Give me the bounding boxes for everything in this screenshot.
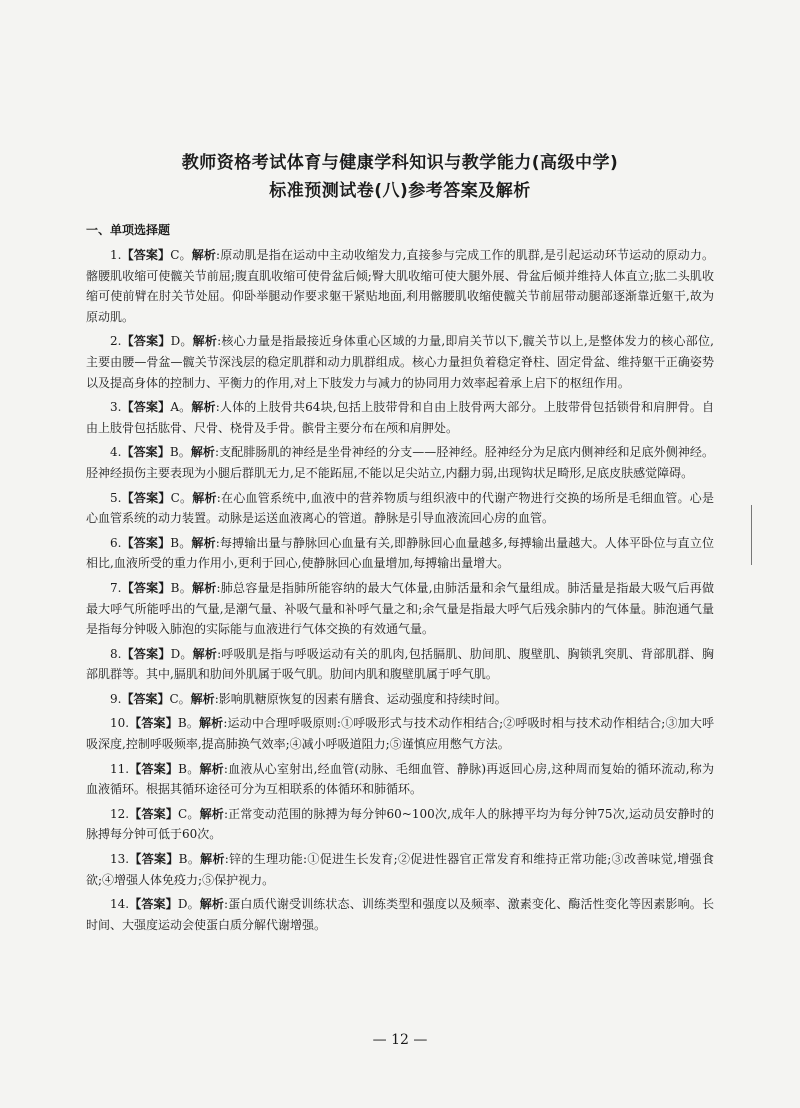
analysis-text: 运动中合理呼吸原则:①呼吸形式与技术动作相结合;②呼吸时相与技术动作相结合;③加大呼吸深度,控制呼吸频率,提高肺换气效率;④减小呼吸道阻力;⑤谨慎应用憋气方法。 [86, 716, 714, 752]
answer-item: 14.【答案】D。解析:蛋白质代谢受训练状态、训练类型和强度以及频率、激素变化、酶活性变化等因素影响。长时间、大强度运动会使蛋白质分解代谢增强。 [86, 897, 714, 932]
analysis-text: 在心血管系统中,血液中的营养物质与组织液中的代谢产物进行交换的场所是毛细血管。心是心血管系统的动力装置。动脉是运送血液离心的管道。静脉是引导血液流回心房的血管。 [86, 490, 714, 526]
analysis-label: 解析 [199, 716, 224, 731]
answer-label: 【答案】 [121, 535, 171, 550]
answer-label: 【答案】 [129, 806, 178, 821]
answer-item: 13.【答案】B。解析:锌的生理功能:①促进生长发育;②促进性器官正常发育和维持正常功能;③改善味觉,增强食欲;④增强人体免疫力;⑤保护视力。 [86, 852, 714, 887]
answer-label: 【答案】 [129, 716, 178, 731]
analysis-label: 解析 [192, 334, 218, 349]
analysis-label: 解析 [199, 761, 224, 776]
answer-item: 4.【答案】B。解析:支配腓肠肌的神经是坐骨神经的分支——胫神经。胫神经分为足底内侧神经和足底外侧神经。胫神经损伤主要表现为小腿后群肌无力,足不能跖屈,不能以足尖站立,内翻力弱,出现钩状足畸形,足底皮肤感觉障碍。 [86, 445, 714, 480]
question-number: 5. [110, 490, 122, 505]
analysis-label: 解析 [190, 445, 215, 460]
answer-item: 10.【答案】B。解析:运动中合理呼吸原则:①呼吸形式与技术动作相结合;②呼吸时相与技术动作相结合;③加大呼吸深度,控制呼吸频率,提高肺换气效率;④减小呼吸道阻力;⑤谨慎应用憋气方法。 [86, 716, 714, 752]
analysis-text: 核心力量是指最接近身体重心区域的力量,即肩关节以下,髋关节以上,是整体发力的核心部位,主要由腰—骨盆—髋关节深浅层的稳定肌群和动力肌群组成。核心力量担负着稳定脊柱、固定骨盆、维持躯干正确姿势以及提高身体的控制力、平衡力的作用,对上下肢发力与减力的协同用力效率起着承上启下的枢纽作用。 [86, 334, 714, 390]
answer-choice: D [170, 334, 181, 349]
answer-choice: B [178, 761, 187, 776]
answer-item: 5.【答案】C。解析:在心血管系统中,血液中的营养物质与组织液中的代谢产物进行交换的场所是毛细血管。心是心血管系统的动力装置。动脉是运送血液离心的管道。静脉是引导血液流回心房的血管。 [86, 490, 714, 526]
section-heading: 一、单项选择题 [86, 223, 171, 237]
question-number: 6. [110, 535, 122, 550]
answer-list [86, 245, 714, 939]
question-number: 13. [110, 852, 130, 867]
answer-choice: A [170, 400, 179, 415]
analysis-label: 解析 [192, 646, 218, 661]
answer-label: 【答案】 [129, 897, 178, 912]
question-number: 8. [110, 646, 122, 661]
answer-choice: D [170, 646, 181, 661]
analysis-text: 正常变动范围的脉搏为每分钟60~100次,成年人的脉搏平均为每分钟75次,运动员安静时的脉搏每分钟可低于60次。 [86, 806, 714, 842]
answer-item: 12.【答案】C。解析:正常变动范围的脉搏为每分钟60~100次,成年人的脉搏平均为每分钟75次,运动员安静时的脉搏每分钟可低于60次。 [86, 806, 714, 842]
answer-label: 【答案】 [121, 248, 171, 262]
answer-item: 11.【答案】B。解析:血液从心室射出,经血管(动脉、毛细血管、静脉)再返回心房,这种周而复始的循环流动,称为血液循环。根据其循环途径可分为互相联系的体循环和肺循环。 [86, 761, 714, 797]
analysis-text: 支配腓肠肌的神经是坐骨神经的分支——胫神经。胫神经分为足底内侧神经和足底外侧神经。胫神经损伤主要表现为小腿后群肌无力,足不能跖屈,不能以足尖站立,内翻力弱,出现钩状足畸形,足底皮肤感觉障碍。 [86, 445, 714, 480]
analysis-text: 人体的上肢骨共64块,包括上肢带骨和自由上肢骨两大部分。上肢带骨包括锁骨和肩胛骨。自由上肢骨包括肱骨、尺骨、桡骨及手骨。髌骨主要分布在颅和肩胛处。 [86, 400, 714, 435]
answer-item: 9.【答案】C。解析:影响肌糖原恢复的因素有膳食、运动强度和持续时间。 [110, 691, 507, 706]
analysis-text: 肺总容量是指肺所能容纳的最大气体量,由肺活量和余气量组成。肺活量是指最大吸气后再做最大呼气所能呼出的气量,是潮气量、补吸气量和补呼气量之和;余气量是指最大呼气后残余肺内的气体量。肺泡通气量是指每分钟吸入肺泡的实际能与血液进行气体交换的有效通气量。 [86, 580, 714, 637]
answer-label: 【答案】 [121, 580, 171, 595]
document-subtitle: 标准预测试卷(八)参考答案及解析 [269, 181, 531, 201]
analysis-text: 影响肌糖原恢复的因素有膳食、运动强度和持续时间。 [218, 691, 507, 706]
analysis-text: 锌的生理功能:①促进生长发育;②促进性器官正常发育和维持正常功能;③改善味觉,增强食欲;④增强人体免疫力;⑤保护视力。 [86, 852, 714, 887]
answer-item: 2.【答案】D。解析:核心力量是指最接近身体重心区域的力量,即肩关节以下,髋关节以上,是整体发力的核心部位,主要由腰—骨盆—髋关节深浅层的稳定肌群和动力肌群组成。核心力量担负着稳定脊柱、固定骨盆、维持躯干正确姿势以及提高身体的控制力、平衡力的作用,对上下肢发力与减力的协同用力效率起着承上启下的枢纽作用。 [86, 334, 714, 390]
analysis-label: 解析 [192, 490, 217, 505]
answer-choice: C [170, 248, 180, 262]
analysis-label: 解析 [191, 400, 216, 415]
answer-choice: D [177, 897, 188, 912]
answer-choice: C [178, 806, 188, 821]
answer-label: 【答案】 [121, 490, 171, 505]
analysis-label: 解析 [199, 897, 225, 912]
answer-label: 【答案】 [121, 646, 171, 661]
question-number: 2. [110, 334, 122, 349]
document-title: 教师资格考试体育与健康学科知识与教学能力(高级中学) [181, 153, 619, 173]
answer-label: 【答案】 [121, 400, 171, 415]
analysis-label: 解析 [199, 806, 224, 821]
answer-choice: B [169, 445, 179, 460]
answer-choice: B [177, 716, 187, 731]
answer-choice: C [169, 691, 179, 706]
question-number: 12. [110, 806, 130, 821]
analysis-label: 解析 [191, 248, 217, 262]
analysis-text: 每搏输出量与静脉回心血量有关,即静脉回心血量越多,每搏输出量越大。人体平卧位与直立位相比,血液所受的重力作用小,更利于回心,使静脉回心血量增加,每搏输出量增大。 [86, 535, 714, 571]
answer-choice: C [170, 490, 180, 505]
analysis-text: 呼吸肌是指与呼吸运动有关的肌肉,包括膈肌、肋间肌、腹壁肌、胸锁乳突肌、背部肌群、胸部肌群等。其中,膈肌和肋间外肌属于吸气肌。肋间内肌和腹壁肌属于呼气肌。 [86, 646, 714, 682]
answer-label: 【答案】 [121, 691, 170, 706]
question-number: 14. [110, 897, 130, 912]
analysis-label: 解析 [191, 535, 216, 550]
answer-item: 3.【答案】A。解析:人体的上肢骨共64块,包括上肢带骨和自由上肢骨两大部分。上肢带骨包括锁骨和肩胛骨。自由上肢骨包括肱骨、尺骨、桡骨及手骨。髌骨主要分布在颅和肩胛处。 [86, 400, 714, 435]
answer-choice: B [178, 852, 188, 867]
analysis-label: 解析 [200, 852, 225, 867]
answer-label: 【答案】 [129, 761, 179, 776]
question-number: 10. [110, 716, 130, 731]
margin-mark [751, 505, 752, 565]
answer-label: 【答案】 [121, 445, 170, 460]
question-number: 3. [110, 400, 122, 415]
page-number: — 12 — [372, 1032, 428, 1048]
answer-choice: B [170, 535, 180, 550]
answer-item: 7.【答案】B。解析:肺总容量是指肺所能容纳的最大气体量,由肺活量和余气量组成。肺活量是指最大吸气后再做最大呼气所能呼出的气量,是潮气量、补吸气量和补呼气量之和;余气量是指最大呼气后残余肺内的气体量。肺泡通气量是指每分钟吸入肺泡的实际能与血液进行气体交换的有效通气量。 [86, 580, 714, 637]
answer-item: 8.【答案】D。解析:呼吸肌是指与呼吸运动有关的肌肉,包括膈肌、肋间肌、腹壁肌、胸锁乳突肌、背部肌群、胸部肌群等。其中,膈肌和肋间外肌属于吸气肌。肋间内肌和腹壁肌属于呼气肌。 [86, 646, 714, 682]
answer-choice: B [170, 580, 180, 595]
question-number: 9. [110, 691, 122, 706]
answer-label: 【答案】 [129, 852, 179, 867]
analysis-label: 解析 [191, 580, 217, 595]
analysis-text: 蛋白质代谢受训练状态、训练类型和强度以及频率、激素变化、酶活性变化等因素影响。长时间、大强度运动会使蛋白质分解代谢增强。 [86, 897, 714, 932]
analysis-text: 原动肌是指在运动中主动收缩发力,直接参与完成工作的肌群,是引起运动环节运动的原动力。髂腰肌收缩可使髋关节前屈;腹直肌收缩可使骨盆后倾;臀大肌收缩可使大腿外展、骨盆后倾并维持人体直立;肱二头肌收缩可使前臂在肘关节处屈。仰卧举腿动作要求躯干紧贴地面,利用髂腰肌收缩使髋关节前屈带动腿部逐渐靠近躯干,故为原动肌。 [86, 248, 714, 324]
question-number: 1. [110, 248, 122, 262]
answer-item: 6.【答案】B。解析:每搏输出量与静脉回心血量有关,即静脉回心血量越多,每搏输出量越大。人体平卧位与直立位相比,血液所受的重力作用小,更利于回心,使静脉回心血量增加,每搏输出量增大。 [86, 535, 714, 571]
answer-label: 【答案】 [121, 334, 171, 349]
question-number: 4. [110, 445, 122, 460]
answer-item: 1.【答案】C。解析:原动肌是指在运动中主动收缩发力,直接参与完成工作的肌群,是引起运动环节运动的原动力。髂腰肌收缩可使髋关节前屈;腹直肌收缩可使骨盆后倾;臀大肌收缩可使大腿外展、骨盆后倾并维持人体直立;肱二头肌收缩可使前臂在肘关节处屈。仰卧举腿动作要求躯干紧贴地面,利用髂腰肌收缩使髋关节前屈带动腿部逐渐靠近躯干,故为原动肌。 [86, 248, 714, 324]
question-number: 11. [110, 761, 130, 776]
analysis-label: 解析 [190, 691, 215, 706]
analysis-text: 血液从心室射出,经血管(动脉、毛细血管、静脉)再返回心房,这种周而复始的循环流动,称为血液循环。根据其循环途径可分为互相联系的体循环和肺循环。 [86, 761, 714, 797]
question-number: 7. [110, 580, 122, 595]
